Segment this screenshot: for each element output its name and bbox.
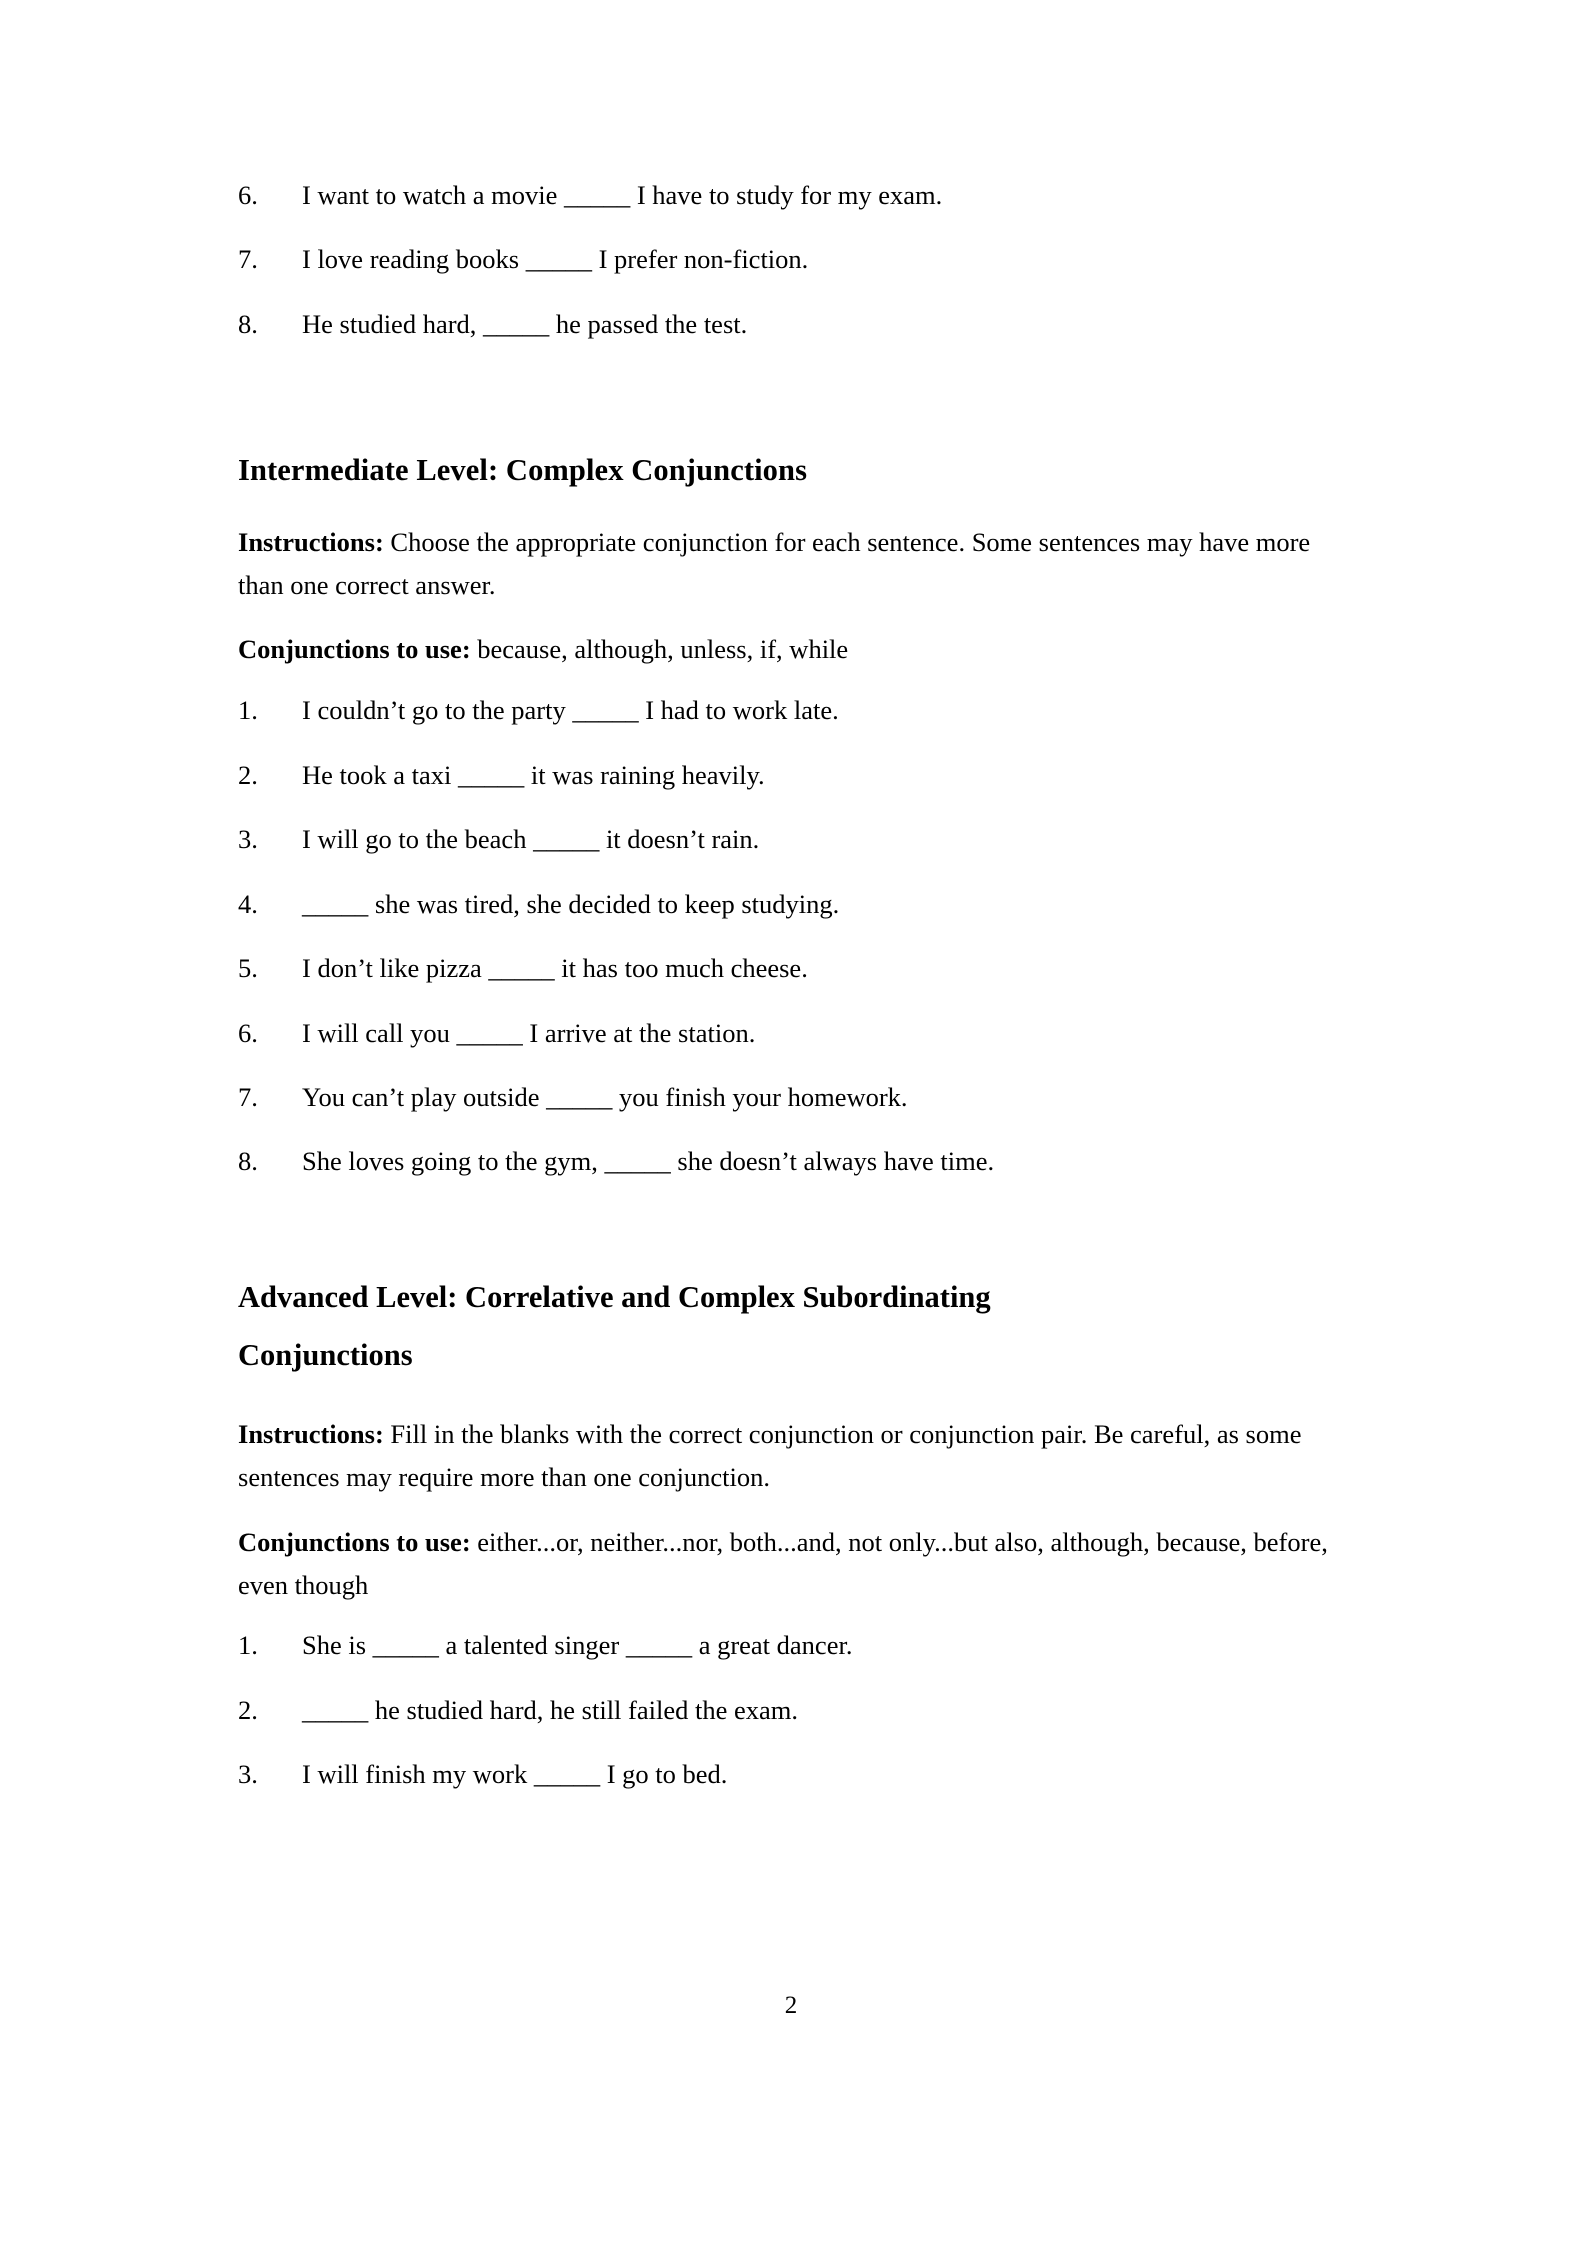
intermediate-question-list xyxy=(238,693,1348,1179)
list-item-text: _____ he studied hard, he still failed the exam. xyxy=(302,1694,799,1725)
list-item xyxy=(238,178,1348,212)
list-item-text: I will call you _____ I arrive at the station. xyxy=(302,1017,756,1048)
list-item xyxy=(238,693,1348,727)
advanced-conjunctions-line xyxy=(238,1521,1348,1607)
spacer xyxy=(238,341,1348,449)
list-item xyxy=(238,1693,1348,1727)
list-item xyxy=(238,887,1348,921)
list-item-number: 7. xyxy=(238,244,258,275)
spacer xyxy=(238,1499,1348,1521)
list-item xyxy=(238,1757,1348,1791)
spacer xyxy=(238,606,1348,628)
instructions-label: Instructions: xyxy=(238,1418,384,1449)
list-item-text: I couldn’t go to the party _____ I had to work late. xyxy=(302,695,839,726)
page-number xyxy=(0,1993,1588,2018)
instructions-text: Fill in the blanks with the correct conjunction or conjunction pair. Be careful, as some sentences may require more than one conjunction. xyxy=(238,1418,1302,1492)
list-item-number: 2. xyxy=(238,1694,258,1725)
list-item-number: 3. xyxy=(238,824,258,855)
list-item-number: 6. xyxy=(238,1017,258,1048)
conjunctions-text: either...or, neither...nor, both...and, not only...but also, although, because, before, even though xyxy=(238,1526,1328,1600)
list-item-text: I love reading books _____ I prefer non-fiction. xyxy=(302,244,809,275)
spacer xyxy=(238,1606,1348,1628)
spacer xyxy=(238,671,1348,693)
list-item xyxy=(238,1080,1348,1114)
list-item-text: I don’t like pizza _____ it has too much cheese. xyxy=(302,953,808,984)
list-item-text: She loves going to the gym, _____ she doesn’t always have time. xyxy=(302,1146,995,1177)
list-item-number: 1. xyxy=(238,695,258,726)
list-item-text: He took a taxi _____ it was raining heavily. xyxy=(302,759,765,790)
list-item-text: He studied hard, _____ he passed the test. xyxy=(302,308,748,339)
advanced-instructions xyxy=(238,1413,1348,1499)
continued-question-list xyxy=(238,178,1348,341)
advanced-heading-line-2: Conjunctions xyxy=(238,1337,413,1372)
conjunctions-label: Conjunctions to use: xyxy=(238,1526,471,1557)
conjunctions-label: Conjunctions to use: xyxy=(238,634,471,665)
page-content xyxy=(238,178,1348,1792)
list-item xyxy=(238,1144,1348,1178)
page-number-value: 2 xyxy=(784,1992,798,2019)
list-item-number: 4. xyxy=(238,888,258,919)
list-item-number: 8. xyxy=(238,1146,258,1177)
list-item-text: I will go to the beach _____ it doesn’t rain. xyxy=(302,824,760,855)
list-item xyxy=(238,242,1348,276)
intermediate-conjunctions-line xyxy=(238,628,1348,671)
list-item xyxy=(238,1628,1348,1662)
list-item-text: I want to watch a movie _____ I have to study for my exam. xyxy=(302,180,943,210)
instructions-text: Choose the appropriate conjunction for each sentence. Some sentences may have more than one correct answer. xyxy=(238,526,1311,600)
list-item-number: 8. xyxy=(238,308,258,339)
spacer xyxy=(238,1385,1348,1413)
list-item xyxy=(238,758,1348,792)
instructions-label: Instructions: xyxy=(238,526,384,557)
list-item-number: 6. xyxy=(238,180,258,210)
list-item-number: 5. xyxy=(238,953,258,984)
intermediate-section-heading: Intermediate Level: Complex Conjunctions xyxy=(238,453,808,488)
conjunctions-text: because, although, unless, if, while xyxy=(470,634,849,665)
spacer xyxy=(238,493,1348,521)
spacer xyxy=(238,1179,1348,1269)
list-item xyxy=(238,1016,1348,1050)
list-item-number: 3. xyxy=(238,1759,258,1790)
list-item xyxy=(238,822,1348,856)
list-item-text: _____ she was tired, she decided to keep studying. xyxy=(302,888,840,919)
advanced-section-heading xyxy=(238,1269,1348,1385)
list-item-number: 7. xyxy=(238,1082,258,1112)
advanced-question-list xyxy=(238,1628,1348,1791)
list-item-text: She is _____ a talented singer _____ a great dancer. xyxy=(302,1630,853,1661)
intermediate-instructions xyxy=(238,521,1348,607)
list-item xyxy=(238,951,1348,985)
list-item-text: I will finish my work _____ I go to bed. xyxy=(302,1759,728,1790)
list-item xyxy=(238,307,1348,341)
list-item-number: 2. xyxy=(238,759,258,790)
advanced-heading-line-1: Advanced Level: Correlative and Complex Subordinating xyxy=(238,1279,991,1314)
list-item-number: 1. xyxy=(238,1630,258,1661)
list-item-text: You can’t play outside _____ you finish your homework. xyxy=(302,1082,908,1112)
